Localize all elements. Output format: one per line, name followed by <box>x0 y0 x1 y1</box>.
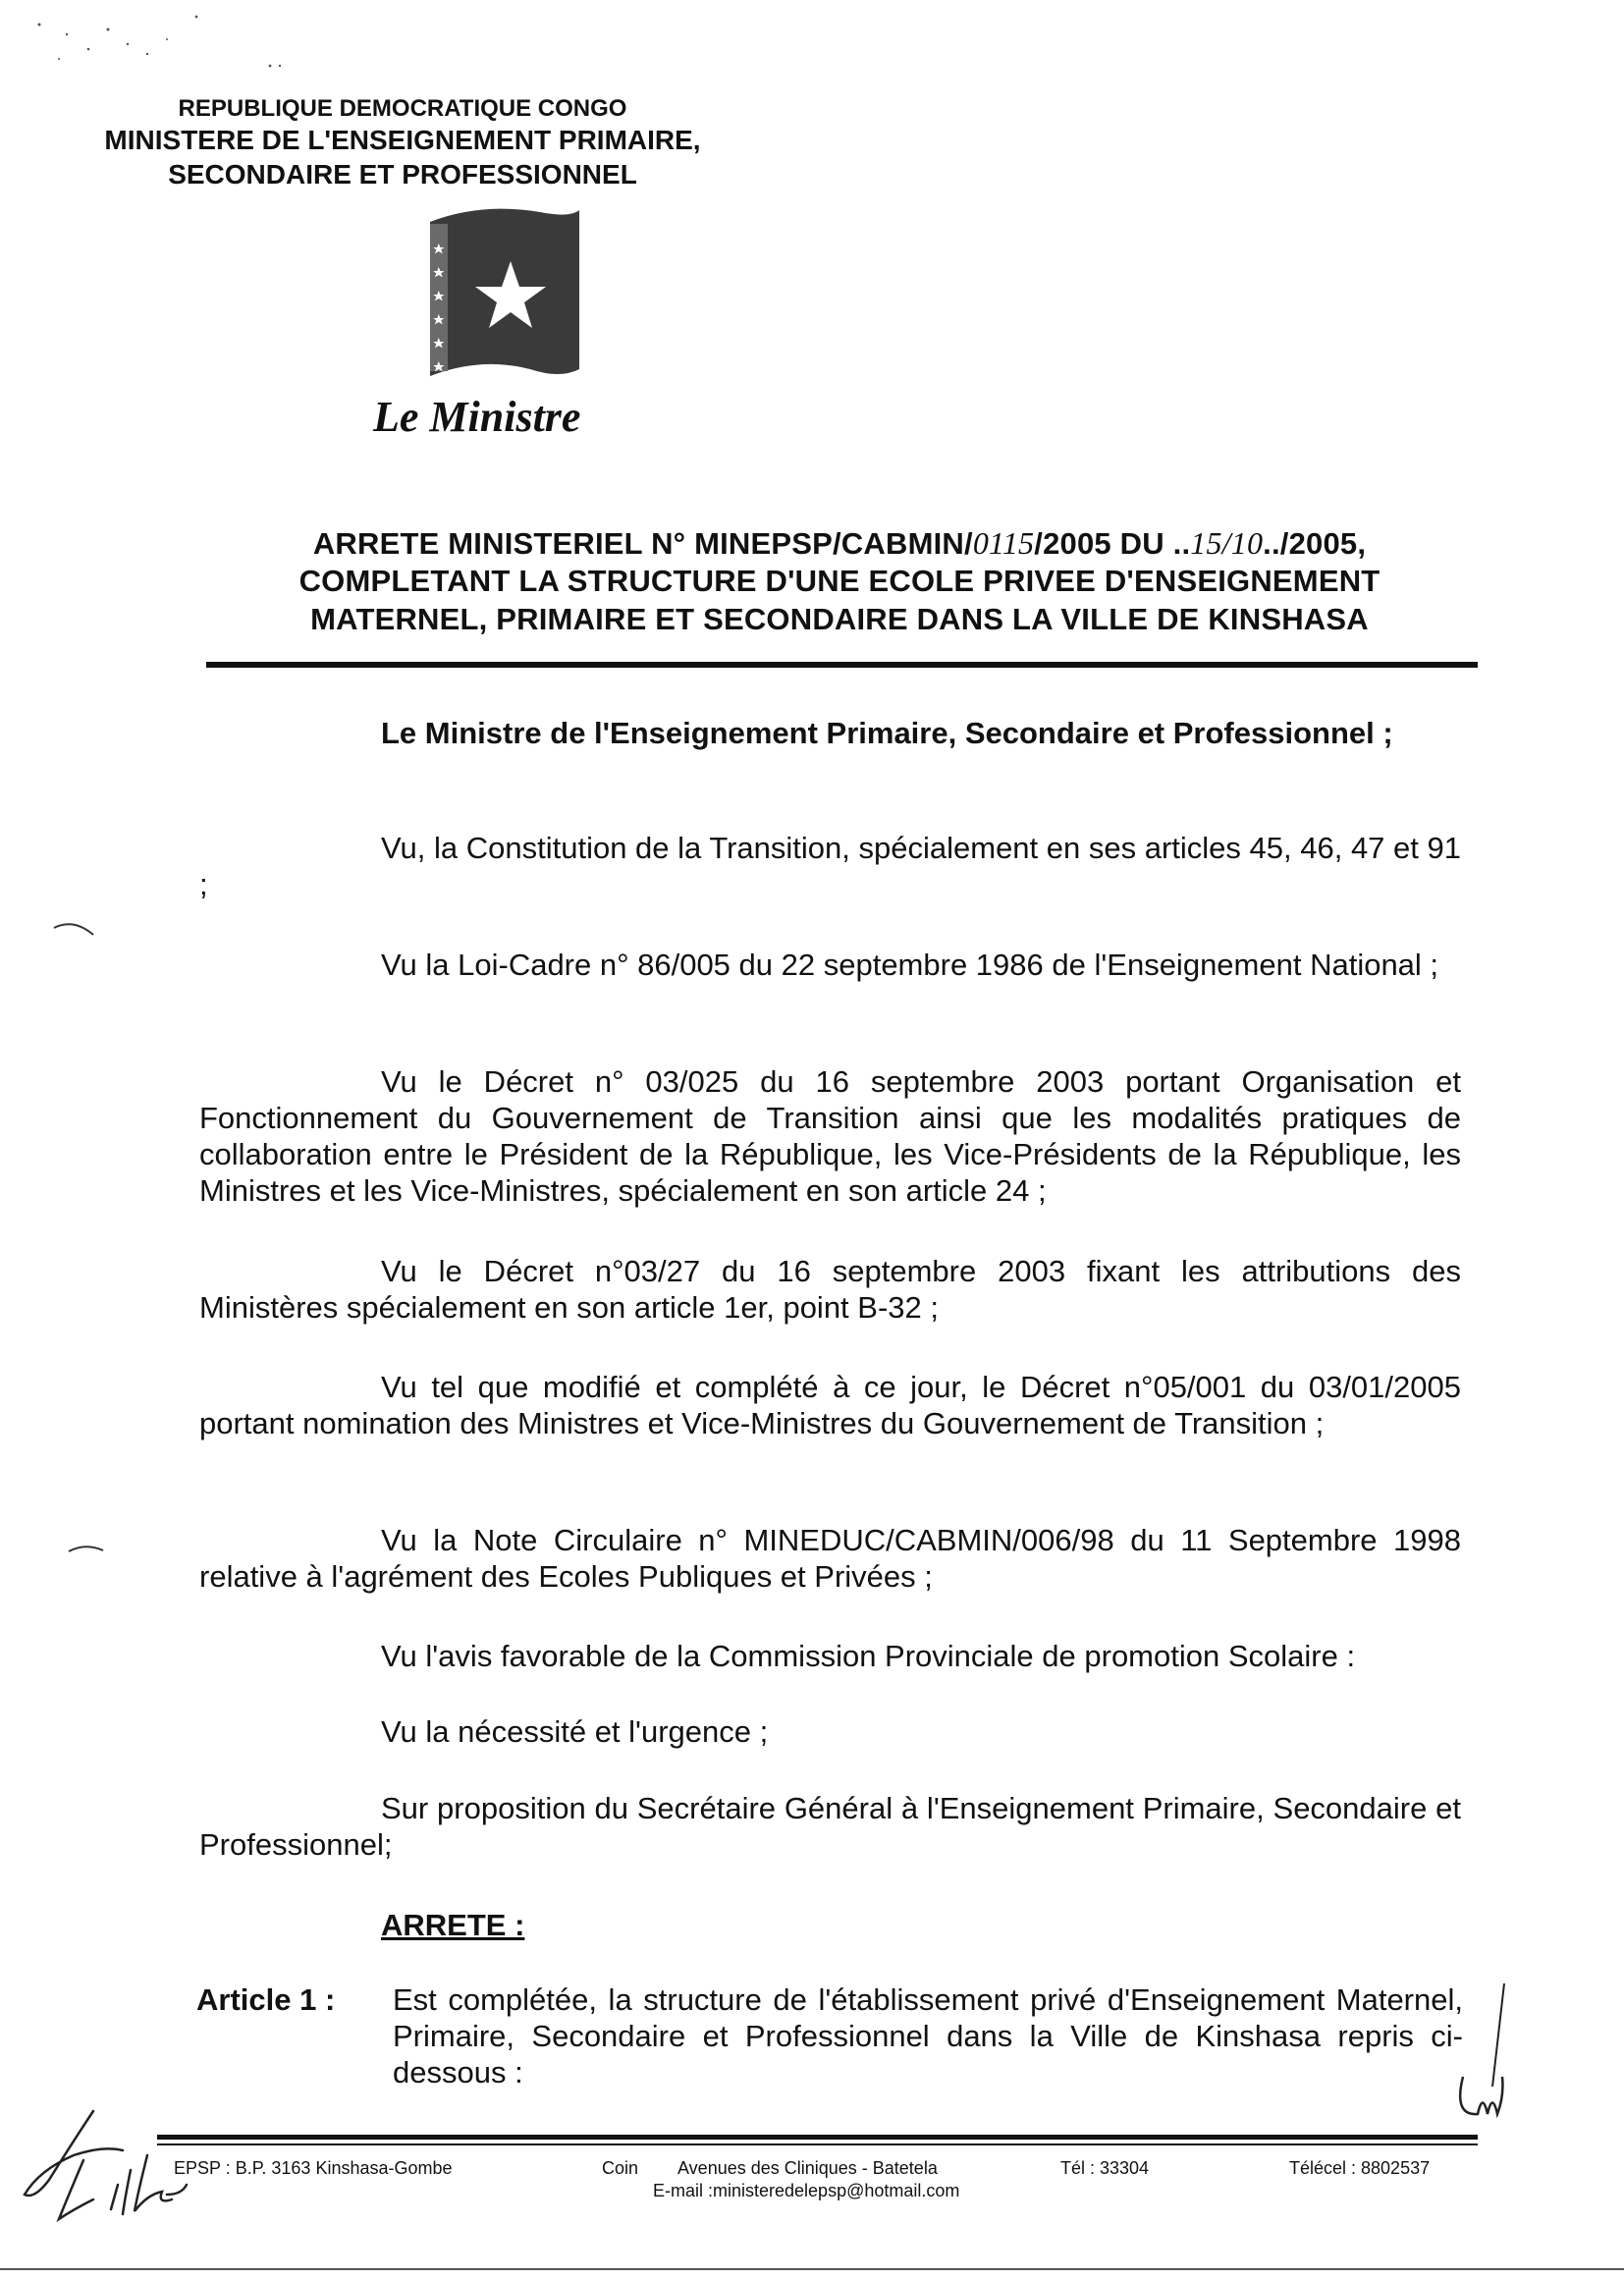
decree-title-line2: COMPLETANT LA STRUCTURE D'UNE ECOLE PRIVEE D'ENSEIGNEMENT <box>298 564 1380 598</box>
vu-necessite: Vu la nécessité et l'urgence ; <box>381 1714 769 1749</box>
decree-title-line3: MATERNEL, PRIMAIRE ET SECONDAIRE DANS LA VILLE DE KINSHASA <box>310 602 1369 636</box>
scan-bottom-line <box>0 2268 1624 2270</box>
minister-heading: Le Ministre <box>373 393 581 441</box>
decree-number-handwritten: 0115 <box>972 525 1035 561</box>
margin-mark-1 <box>49 913 108 952</box>
vu-loi-cadre: Vu la Loi-Cadre n° 86/005 du 22 septembre 1986 de l'Enseignement National ; <box>381 948 1439 982</box>
article1-label: Article 1 : <box>196 1982 336 2017</box>
decree-title-line1 <box>196 524 1483 563</box>
initials-signature-icon <box>1443 1979 1522 2126</box>
footer-address: EPSP : B.P. 3163 Kinshasa-Gombe <box>174 2158 453 2178</box>
vu-decret-organisation: Vu le Décret n° 03/025 du 16 septembre 2003 portant Organisation et Fonctionnement du Gouvernement de Transition ainsi que les modalités pratiques de collaboration entre le Président de la République, les Vice-Présidents de la République, les Ministres et les Vice-Ministres, spécialement en son article 24 ; <box>199 1064 1461 1208</box>
scan-noise <box>20 5 314 83</box>
minister-signature-icon <box>15 2101 270 2229</box>
title-rule <box>206 662 1478 668</box>
footer-rule-thick <box>157 2135 1478 2140</box>
arrete-heading: ARRETE : <box>381 1908 525 1942</box>
decree-title-suffix: ../2005, <box>1263 526 1367 561</box>
decree-title-mid: /2005 DU .. <box>1034 526 1191 561</box>
margin-mark-2 <box>64 1537 113 1566</box>
footer-avenues: Avenues des Cliniques - Batetela <box>677 2158 938 2178</box>
vu-decret-nomination: Vu tel que modifié et complété à ce jour, le Décret n°05/001 du 03/01/2005 portant nomination des Ministres et Vice-Ministres du Gouvernement de Transition ; <box>199 1370 1461 1440</box>
flag-emblem-icon <box>422 204 584 391</box>
header-ministry-line1: MINISTERE DE L'ENSEIGNEMENT PRIMAIRE, <box>104 125 701 155</box>
vu-decret-attributions: Vu le Décret n°03/27 du 16 septembre 2003 fixant les attributions des Ministères spécialement en son article 1er, point B-32 ; <box>199 1254 1461 1325</box>
vu-note-circulaire: Vu la Note Circulaire n° MINEDUC/CABMIN/006/98 du 11 Septembre 1998 relative à l'agrément des Ecoles Publiques et Privées ; <box>199 1523 1461 1594</box>
vu-avis-favorable: Vu l'avis favorable de la Commission Provinciale de promotion Scolaire : <box>381 1639 1356 1673</box>
footer-telecel: Télécel : 8802537 <box>1289 2158 1431 2178</box>
footer-coin: Coin <box>602 2158 639 2178</box>
article1-text: Est complétée, la structure de l'établissement privé d'Enseignement Maternel, Primaire, Secondaire et Professionnel dans la Ville de Kinshasa repris ci-dessous : <box>393 1982 1463 2089</box>
header-ministry-line2: SECONDAIRE ET PROFESSIONNEL <box>168 159 637 190</box>
sur-proposition: Sur proposition du Secrétaire Général à l'Enseignement Primaire, Secondaire et Professionnel; <box>199 1791 1461 1862</box>
decree-date-handwritten: 15/10 <box>1190 525 1264 561</box>
footer-email: E-mail :ministeredelepsp@hotmail.com <box>653 2181 960 2200</box>
header-country: REPUBLIQUE DEMOCRATIQUE CONGO <box>178 95 627 122</box>
footer-rule-thin <box>157 2143 1478 2145</box>
decree-title-prefix: ARRETE MINISTERIEL N° MINEPSP/CABMIN/ <box>312 526 973 561</box>
vu-constitution: Vu, la Constitution de la Transition, spécialement en ses articles 45, 46, 47 et 91 ; <box>199 831 1461 901</box>
footer-tel: Tél : 33304 <box>1060 2158 1150 2178</box>
intro-paragraph: Le Ministre de l'Enseignement Primaire, Secondaire et Professionnel ; <box>381 716 1393 750</box>
